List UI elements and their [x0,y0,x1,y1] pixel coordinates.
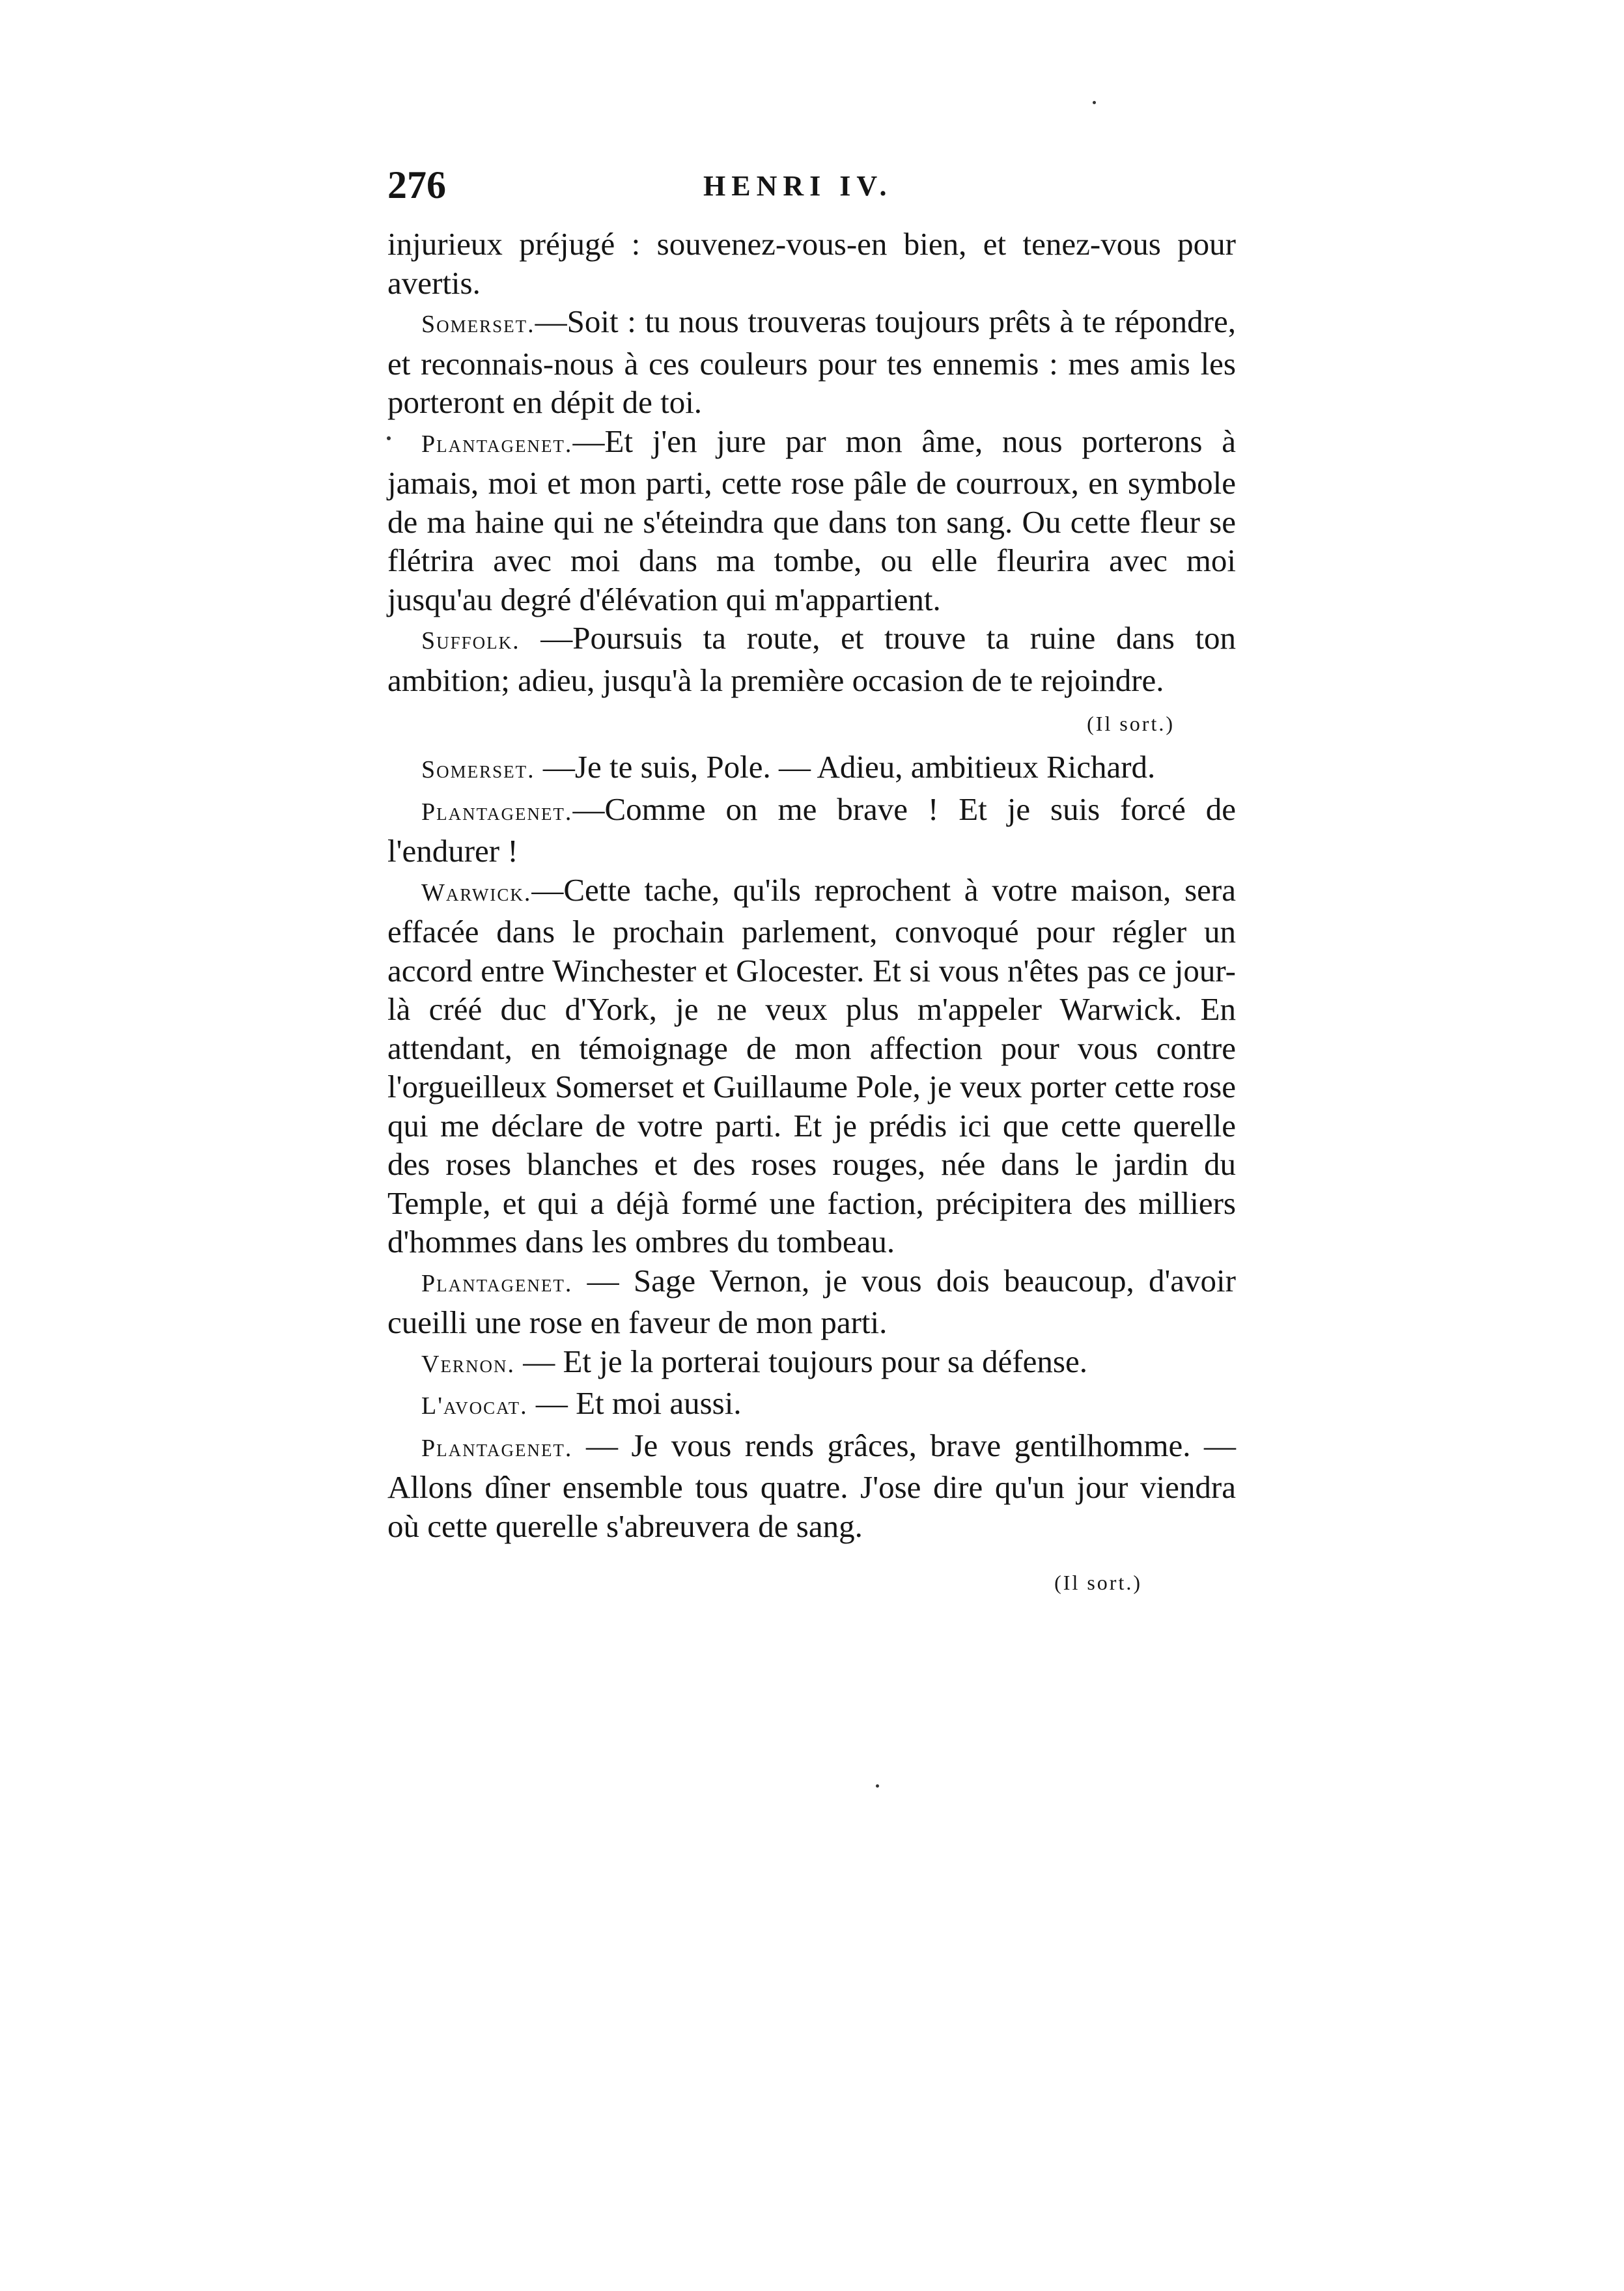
speaker-name: Warwick. [421,878,532,907]
speech-text: —Comme on me brave ! Et je suis forcé de l'endurer ! [387,791,1236,869]
stage-direction: (Il sort.) [1054,1571,1142,1594]
speech-somerset [387,748,1236,790]
speech-avocat [387,1384,1236,1426]
speech-text: —Je te suis, Pole. — Adieu, ambitieux Richard. [535,749,1156,785]
speck-mark [876,1784,879,1788]
speaker-name: Plantagenet. [421,430,573,458]
opening-paragraph: injurieux préjugé : souvenez-vous-en bien, et tenez-vous pour avertis. [387,226,1236,301]
speaker-name: Suffolk. [421,627,520,654]
speaker-name: Somerset. [421,756,535,783]
running-title: HENRI IV. [703,170,893,202]
speech-plantagenet [387,422,1236,619]
page-header [387,156,1234,215]
speech-suffolk [387,619,1236,699]
speech-text: — Je vous rends grâces, brave gentilhomme. — Allons dîner ensemble tous quatre. J'ose dire qu'un jour viendra où cette querelle s'abreuvera de sang. [387,1427,1236,1544]
speech-plantagenet [387,1426,1236,1546]
speech-vernon [387,1342,1236,1384]
speech-warwick [387,871,1236,1261]
body-text [387,225,1236,1603]
speaker-name: Plantagenet. [421,1434,573,1462]
speech-text: — Et je la porterai toujours pour sa défense. [514,1343,1087,1379]
speaker-name: L'avocat. [421,1392,528,1420]
speech-somerset [387,302,1236,422]
speck-mark [1093,101,1096,104]
speech-text: —Poursuis ta route, et trouve ta ruine dans ton ambition; adieu, jusqu'à la première occasion de te rejoindre. [387,620,1236,698]
speech-text: —Et j'en jure par mon âme, nous porterons à jamais, moi et mon parti, cette rose pâle de courroux, en symbole de ma haine qui ne s'éteindra que dans ton sang. Ou cette fleur se flétrira avec moi dans ma tombe, ou elle fleurira avec moi jusqu'au degré d'élévation qui m'appartient. [387,423,1236,617]
speech-text: —Cette tache, qu'ils reprochent à votre maison, sera effacée dans le prochain parlement, convoqué pour régler un accord entre Winchester et Glocester. Et si vous n'êtes pas ce jour-là créé duc d'York, je ne veux plus m'appeler Warwick. En attendant, en témoignage de mon affection pour vous contre l'orgueilleux Somerset et Guillaume Pole, je veux porter cette rose qui me déclare de votre parti. Et je prédis ici que cette querelle des roses blanches et des roses rouges, née dans le jardin du Temple, et qui a déjà formé une faction, précipitera des milliers d'hommes dans les ombres du tombeau. [387,871,1236,1259]
speaker-name: Plantagenet. [421,798,573,826]
page-number: 276 [387,163,446,206]
speaker-name: Plantagenet. [421,1269,573,1297]
speech-text: — Sage Vernon, je vous dois beaucoup, d'avoir cueilli une rose en faveur de mon parti. [387,1262,1236,1340]
speech-text: — Et moi aussi. [527,1385,742,1421]
speaker-name: Vernon. [421,1350,515,1378]
stage-direction: (Il sort.) [1087,712,1175,735]
speech-plantagenet [387,790,1236,871]
speech-plantagenet [387,1261,1236,1342]
speaker-name: Somerset. [421,311,535,338]
speech-text: —Soit : tu nous trouveras toujours prêts à te répondre, et reconnais-nous à ces couleurs pour tes ennemis : mes amis les porteront en dépit de toi. [387,303,1236,420]
